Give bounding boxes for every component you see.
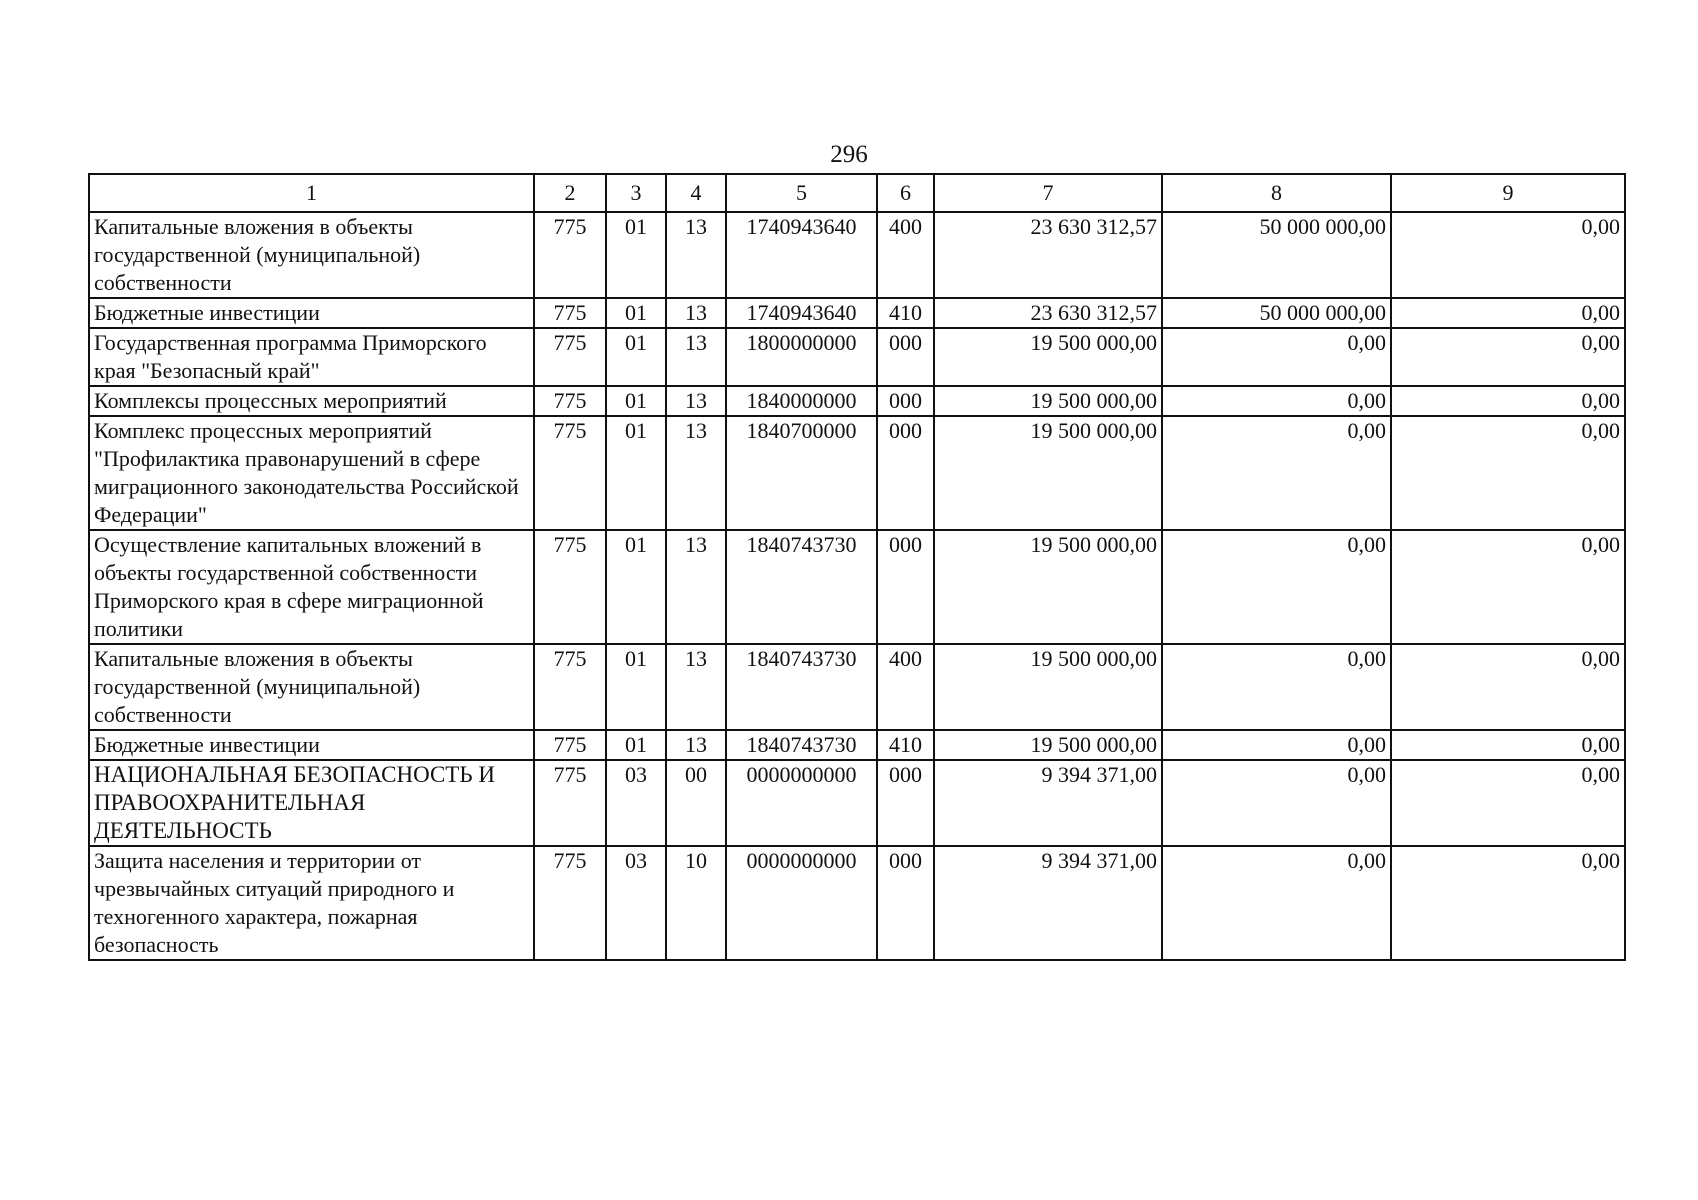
row-admin-code: 775 (534, 730, 606, 760)
row-subsection-code: 13 (666, 530, 726, 644)
row-amount-col-9: 0,00 (1391, 298, 1625, 328)
row-amount-col-8: 0,00 (1162, 730, 1391, 760)
row-name: НАЦИОНАЛЬНАЯ БЕЗОПАСНОСТЬ И ПРАВООХРАНИТЕЛЬНАЯ ДЕЯТЕЛЬНОСТЬ (89, 760, 534, 846)
budget-table (88, 173, 1626, 961)
row-amount-col-9: 0,00 (1391, 328, 1625, 386)
row-expense-type-code: 000 (877, 416, 934, 530)
table-row (89, 530, 1625, 644)
table-row (89, 760, 1625, 846)
row-subsection-code: 13 (666, 644, 726, 730)
row-amount-col-8: 0,00 (1162, 328, 1391, 386)
row-amount-col-7: 23 630 312,57 (934, 298, 1162, 328)
row-amount-col-9: 0,00 (1391, 416, 1625, 530)
row-section-code: 01 (606, 328, 666, 386)
row-amount-col-8: 0,00 (1162, 386, 1391, 416)
table-row (89, 212, 1625, 298)
row-name: Государственная программа Приморского края "Безопасный край" (89, 328, 534, 386)
row-section-code: 01 (606, 212, 666, 298)
table-row (89, 846, 1625, 960)
table-row (89, 730, 1625, 760)
row-amount-col-9: 0,00 (1391, 730, 1625, 760)
row-amount-col-7: 9 394 371,00 (934, 846, 1162, 960)
row-section-code: 01 (606, 416, 666, 530)
row-admin-code: 775 (534, 530, 606, 644)
header-col-8: 8 (1162, 174, 1391, 212)
row-admin-code: 775 (534, 416, 606, 530)
row-admin-code: 775 (534, 386, 606, 416)
row-section-code: 01 (606, 530, 666, 644)
row-section-code: 01 (606, 730, 666, 760)
row-section-code: 03 (606, 760, 666, 846)
row-expense-type-code: 400 (877, 644, 934, 730)
row-amount-col-9: 0,00 (1391, 644, 1625, 730)
row-name: Бюджетные инвестиции (89, 298, 534, 328)
row-amount-col-8: 0,00 (1162, 530, 1391, 644)
row-target-code: 0000000000 (726, 760, 877, 846)
row-amount-col-7: 19 500 000,00 (934, 386, 1162, 416)
row-subsection-code: 13 (666, 730, 726, 760)
row-expense-type-code: 410 (877, 298, 934, 328)
row-amount-col-9: 0,00 (1391, 212, 1625, 298)
row-amount-col-9: 0,00 (1391, 846, 1625, 960)
row-expense-type-code: 400 (877, 212, 934, 298)
row-subsection-code: 13 (666, 212, 726, 298)
row-amount-col-7: 19 500 000,00 (934, 416, 1162, 530)
page-number: 296 (830, 141, 868, 168)
row-amount-col-8: 50 000 000,00 (1162, 298, 1391, 328)
row-subsection-code: 00 (666, 760, 726, 846)
row-name: Защита населения и территории от чрезвычайных ситуаций природного и техногенного характера, пожарная безопасность (89, 846, 534, 960)
table-row (89, 644, 1625, 730)
header-col-7: 7 (934, 174, 1162, 212)
header-col-2: 2 (534, 174, 606, 212)
row-amount-col-7: 19 500 000,00 (934, 730, 1162, 760)
row-amount-col-8: 0,00 (1162, 416, 1391, 530)
row-amount-col-9: 0,00 (1391, 530, 1625, 644)
row-amount-col-9: 0,00 (1391, 760, 1625, 846)
row-target-code: 0000000000 (726, 846, 877, 960)
row-name: Комплексы процессных мероприятий (89, 386, 534, 416)
row-amount-col-8: 0,00 (1162, 760, 1391, 846)
row-name: Капитальные вложения в объекты государственной (муниципальной) собственности (89, 212, 534, 298)
row-admin-code: 775 (534, 298, 606, 328)
row-admin-code: 775 (534, 846, 606, 960)
row-amount-col-8: 0,00 (1162, 644, 1391, 730)
table-header (89, 174, 1625, 212)
row-target-code: 1840743730 (726, 644, 877, 730)
row-admin-code: 775 (534, 760, 606, 846)
table-row (89, 416, 1625, 530)
row-amount-col-7: 9 394 371,00 (934, 760, 1162, 846)
row-subsection-code: 13 (666, 298, 726, 328)
row-target-code: 1840743730 (726, 530, 877, 644)
row-admin-code: 775 (534, 328, 606, 386)
row-subsection-code: 13 (666, 328, 726, 386)
row-amount-col-9: 0,00 (1391, 386, 1625, 416)
row-amount-col-7: 19 500 000,00 (934, 530, 1162, 644)
row-section-code: 01 (606, 644, 666, 730)
table-body (89, 212, 1625, 960)
row-expense-type-code: 000 (877, 760, 934, 846)
row-admin-code: 775 (534, 644, 606, 730)
row-subsection-code: 13 (666, 416, 726, 530)
row-amount-col-7: 19 500 000,00 (934, 328, 1162, 386)
row-name: Капитальные вложения в объекты государственной (муниципальной) собственности (89, 644, 534, 730)
row-target-code: 1840743730 (726, 730, 877, 760)
table-row (89, 386, 1625, 416)
header-col-6: 6 (877, 174, 934, 212)
row-subsection-code: 10 (666, 846, 726, 960)
row-target-code: 1740943640 (726, 212, 877, 298)
row-target-code: 1840000000 (726, 386, 877, 416)
row-section-code: 01 (606, 386, 666, 416)
row-expense-type-code: 000 (877, 386, 934, 416)
table-row (89, 298, 1625, 328)
table-row (89, 328, 1625, 386)
row-target-code: 1840700000 (726, 416, 877, 530)
row-name: Бюджетные инвестиции (89, 730, 534, 760)
header-col-4: 4 (666, 174, 726, 212)
header-row (89, 174, 1625, 212)
row-section-code: 03 (606, 846, 666, 960)
row-admin-code: 775 (534, 212, 606, 298)
row-amount-col-7: 23 630 312,57 (934, 212, 1162, 298)
row-name: Осуществление капитальных вложений в объекты государственной собственности Приморского края в сфере миграционной политики (89, 530, 534, 644)
header-col-9: 9 (1391, 174, 1625, 212)
row-name: Комплекс процессных мероприятий "Профилактика правонарушений в сфере миграционного законодательства Российской Федерации" (89, 416, 534, 530)
row-subsection-code: 13 (666, 386, 726, 416)
header-col-3: 3 (606, 174, 666, 212)
row-target-code: 1740943640 (726, 298, 877, 328)
row-expense-type-code: 000 (877, 846, 934, 960)
header-col-1: 1 (89, 174, 534, 212)
row-expense-type-code: 410 (877, 730, 934, 760)
row-section-code: 01 (606, 298, 666, 328)
row-amount-col-8: 0,00 (1162, 846, 1391, 960)
header-col-5: 5 (726, 174, 877, 212)
row-target-code: 1800000000 (726, 328, 877, 386)
row-expense-type-code: 000 (877, 328, 934, 386)
row-amount-col-7: 19 500 000,00 (934, 644, 1162, 730)
row-amount-col-8: 50 000 000,00 (1162, 212, 1391, 298)
row-expense-type-code: 000 (877, 530, 934, 644)
